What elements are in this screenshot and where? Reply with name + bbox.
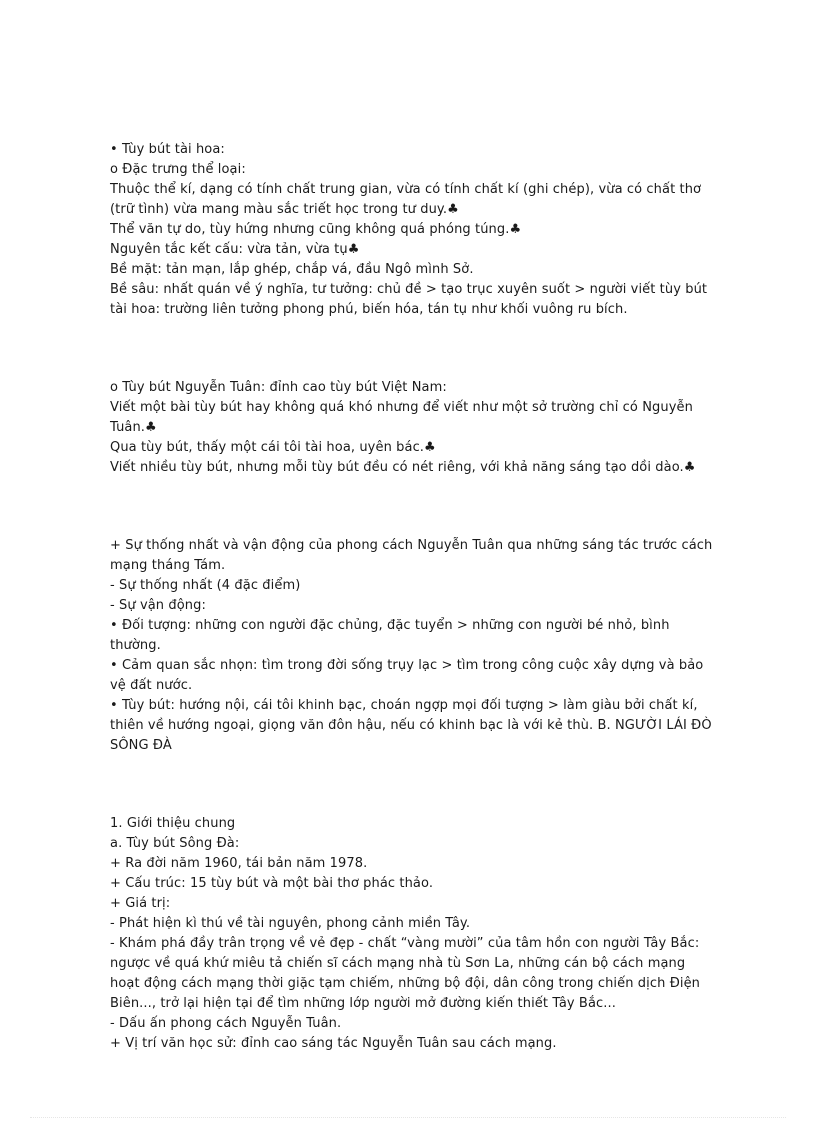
text-line: + Sự thống nhất và vận động của phong cách Nguyễn Tuân qua những sáng tác trước cách mạng tháng Tám. (110, 538, 713, 573)
text-line: Bề mặt: tản mạn, lắp ghép, chắp vá, đầu Ngô mình Sở. (110, 262, 474, 277)
text-line: - Khám phá đầy trân trọng về vẻ đẹp - chất “vàng mười” của tâm hồn con người Tây Bắc: ngược về quá khứ miêu tả chiến sĩ cách mạng nhà tù Sơn La, những cán bộ cách mạng hoạt động cách mạng thời giặc tạm chiếm, những bộ đội, dân công trong chiến dịch Điện Biên..., trở lại hiện tại để tìm những lớp người mở đường kiến thiết Tây Bắc... (110, 936, 701, 1011)
subheading-dac-trung: o Đặc trưng thể loại: (110, 162, 246, 177)
text-line: Viết một bài tùy bút hay không quá khó nhưng để viết như một sở trường chỉ có Nguyễn Tuân.♣ (110, 400, 693, 435)
heading-tuy-but-tai-hoa: • Tùy bút tài hoa: (110, 142, 225, 157)
spacer (110, 320, 716, 378)
text-line: Viết nhiều tùy bút, nhưng mỗi tùy bút đều có nét riêng, với khả năng sáng tạo dồi dào.♣ (110, 460, 696, 475)
document-page (110, 140, 716, 1054)
text-line: - Phát hiện kì thú về tài nguyên, phong cảnh miền Tây. (110, 916, 471, 931)
text-line: + Ra đời năm 1960, tái bản năm 1978. (110, 856, 368, 871)
subheading-tuy-but-song-da: a. Tùy bút Sông Đà: (110, 836, 240, 851)
text-line: Thể văn tự do, tùy hứng nhưng cũng không quá phóng túng.♣ (110, 222, 522, 237)
text-line: - Dấu ấn phong cách Nguyễn Tuân. (110, 1016, 342, 1031)
text-line: Bề sâu: nhất quán về ý nghĩa, tư tưởng: chủ đề > tạo trục xuyên suốt > người viết tùy bút tài hoa: trường liên tưởng phong phú, biến hóa, tán tụ như khối vuông ru bích. (110, 282, 708, 317)
text-line: + Vị trí văn học sử: đỉnh cao sáng tác Nguyễn Tuân sau cách mạng. (110, 1036, 557, 1051)
text-line: - Sự vận động: (110, 598, 206, 613)
subheading-tuy-but-nguyen-tuan: o Tùy bút Nguyễn Tuân: đỉnh cao tùy bút Việt Nam: (110, 380, 447, 395)
text-line: Nguyên tắc kết cấu: vừa tản, vừa tụ♣ (110, 242, 360, 257)
text-line: Thuộc thể kí, dạng có tính chất trung gian, vừa có tính chất kí (ghi chép), vừa có chất thơ (trữ tình) vừa mang màu sắc triết học trong tư duy.♣ (110, 182, 702, 217)
text-line: • Tùy bút: hướng nội, cái tôi khinh bạc, choán ngợp mọi đối tượng > làm giàu bởi chất kí, thiên về hướng ngoại, giọng văn đôn hậu, nếu có khinh bạc là với kẻ thù. B. NGƯỜI LÁI ĐÒ SÔNG ĐÀ (110, 698, 712, 753)
section-heading-gioi-thieu: 1. Giới thiệu chung (110, 816, 236, 831)
page-bottom-divider (30, 1117, 786, 1118)
text-line: Qua tùy bút, thấy một cái tôi tài hoa, uyên bác.♣ (110, 440, 436, 455)
text-line: + Giá trị: (110, 896, 171, 911)
text-line: • Đối tượng: những con người đặc chủng, đặc tuyển > những con người bé nhỏ, bình thường. (110, 618, 670, 653)
spacer (110, 756, 716, 814)
text-line: • Cảm quan sắc nhọn: tìm trong đời sống trụy lạc > tìm trong công cuộc xây dựng và bảo vệ đất nước. (110, 658, 704, 693)
text-line: + Cấu trúc: 15 tùy bút và một bài thơ phác thảo. (110, 876, 434, 891)
spacer (110, 478, 716, 536)
text-line: - Sự thống nhất (4 đặc điểm) (110, 578, 301, 593)
